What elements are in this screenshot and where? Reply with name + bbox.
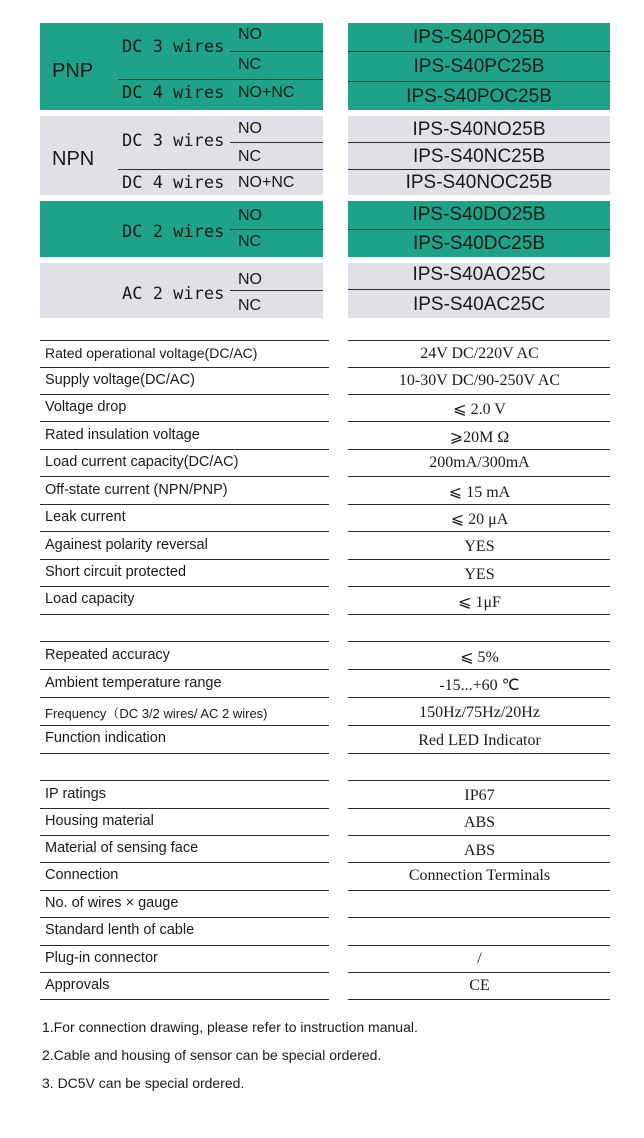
spec-group-line [40,641,329,642]
npn-nonc: NO+NC [238,174,295,191]
spec-value: ⩽ 1μF [458,594,501,611]
spec-row-line [40,504,329,505]
spec-value: ABS [463,842,496,859]
pnp-dc4-label: DC 4 wires [122,83,225,103]
ac2-model-no: IPS-S40AO25C [412,264,546,285]
pnp-nc: NC [238,56,262,73]
spec-value: IP67 [464,787,495,804]
spec-row-line [40,586,329,587]
spec-row-line [348,449,610,450]
spec-row-line [348,476,610,477]
footnote: 2.Cable and housing of sensor can be special ordered. [42,1047,382,1063]
spec-label: Connection [45,867,119,883]
pnp-nonc: NO+NC [238,84,295,101]
dc2-model-divider [348,229,610,230]
pnp-model-nc: IPS-S40PC25B [413,56,545,77]
spec-label: Approvals [45,977,110,993]
spec-label: Function indication [45,730,166,746]
spec-row-line [348,669,610,670]
dc2-model-nc: IPS-S40DC25B [412,233,545,254]
spec-row-line [40,808,329,809]
spec-row-line [348,945,610,946]
spec-row-line [348,559,610,560]
spec-row-line [348,862,610,863]
spec-label: Frequency（DC 3/2 wires/ AC 2 wires) [45,706,268,721]
ac2-model-nc: IPS-S40AC25C [412,294,545,315]
pnp-divider-1 [230,51,323,52]
spec-row-line [348,586,610,587]
spec-value: / [477,950,482,967]
spec-row-line [40,753,329,754]
pnp-model-divider-1 [348,51,610,52]
spec-label: Load current capacity(DC/AC) [45,454,239,470]
dc2-model-no: IPS-S40DO25B [412,204,546,225]
spec-top-line-left [40,340,329,341]
npn-divider-1 [230,142,323,143]
footnote: 3. DC5V can be special ordered. [42,1075,245,1091]
spec-row-line [40,890,329,891]
spec-label: Leak current [45,509,126,525]
pnp-type-label: PNP [52,60,94,82]
spec-row-line [348,697,610,698]
ac2-nc: NC [238,297,262,314]
pnp-model-nonc: IPS-S40POC25B [406,86,552,107]
npn-dc3-label: DC 3 wires [122,131,225,151]
spec-row-line [348,835,610,836]
spec-row-line [40,669,329,670]
spec-value: ⩽ 20 μA [450,511,509,528]
spec-row-line [40,476,329,477]
spec-row-line [348,890,610,891]
spec-row-line [348,725,610,726]
npn-nc: NC [238,148,262,165]
pnp-no: NO [238,26,262,43]
ac2-wires-label: AC 2 wires [122,284,225,304]
spec-value: Connection Terminals [408,867,551,884]
spec-row-line [348,917,610,918]
spec-row-line [40,449,329,450]
spec-value: YES [464,538,495,555]
spec-label: Rated insulation voltage [45,427,200,443]
spec-row-line [40,614,329,615]
ac2-model-divider [348,289,610,290]
spec-row-line [348,753,610,754]
spec-row-line [40,945,329,946]
spec-label: IP ratings [45,786,106,802]
npn-model-no: IPS-S40NO25B [412,119,546,140]
npn-model-nc: IPS-S40NC25B [412,146,545,167]
npn-dc4-label: DC 4 wires [122,173,225,193]
spec-value: ⩽ 2.0 V [453,401,506,418]
spec-row-line [40,367,329,368]
npn-no: NO [238,120,262,137]
spec-value: 200mA/300mA [429,454,530,471]
spec-value: Red LED Indicator [418,732,541,749]
npn-divider-2 [118,169,323,170]
npn-model-nonc: IPS-S40NOC25B [405,172,553,193]
spec-top-line-right [348,340,610,341]
spec-row-line [40,972,329,973]
pnp-dc3-label: DC 3 wires [122,37,225,57]
spec-label: Off-state current (NPN/PNP) [45,482,228,498]
ac2-no: NO [238,271,262,288]
spec-row-line [348,972,610,973]
spec-row-line [40,697,329,698]
dc2-wires-label: DC 2 wires [122,222,225,242]
spec-row-line [348,999,610,1000]
pnp-model-divider-2 [348,81,610,82]
spec-label: Short circuit protected [45,564,187,580]
npn-model-divider-2 [348,169,610,170]
spec-label: Ambient temperature range [45,675,222,691]
npn-model-divider-1 [348,142,610,143]
spec-label: Repeated accuracy [45,647,170,663]
spec-value: CE [469,977,490,994]
spec-row-line [40,917,329,918]
spec-group-line [348,780,610,781]
spec-row-line [348,808,610,809]
spec-row-line [348,504,610,505]
spec-row-line [40,862,329,863]
spec-row-line [348,367,610,368]
spec-label: Load capacity [45,591,135,607]
spec-row-line [348,614,610,615]
spec-label: Standard lenth of cable [45,922,195,938]
npn-type-label: NPN [52,148,95,170]
spec-value: 150Hz/75Hz/20Hz [419,704,540,721]
pnp-model-no: IPS-S40PO25B [412,27,546,48]
spec-value: 24V DC/220V AC [420,345,539,362]
spec-label: No. of wires × gauge [45,895,179,911]
spec-group-line [348,641,610,642]
spec-label: Supply voltage(DC/AC) [45,372,195,388]
dc2-nc: NC [238,233,262,250]
spec-value: ABS [463,814,496,831]
spec-label: Rated operational voltage(DC/AC) [45,345,258,361]
spec-row-line [40,531,329,532]
spec-row-line [40,835,329,836]
spec-label: Material of sensing face [45,840,199,856]
ac2-divider [230,290,323,291]
spec-row-line [40,421,329,422]
spec-row-line [40,394,329,395]
spec-row-line [348,421,610,422]
footnote: 1.For connection drawing, please refer to instruction manual. [42,1019,418,1035]
spec-row-line [40,559,329,560]
spec-label: Voltage drop [45,399,127,415]
spec-row-line [40,725,329,726]
spec-row-line [348,394,610,395]
spec-value: ⩽ 5% [460,649,499,666]
dc2-no: NO [238,207,262,224]
spec-label: Housing material [45,813,154,829]
spec-group-line [40,780,329,781]
spec-value: -15...+60 ℃ [439,677,520,694]
spec-value: ⩾20M Ω [449,429,510,446]
spec-row-line [40,999,329,1000]
spec-value: ⩽ 15 mA [448,484,511,501]
spec-label: Plug-in connector [45,950,158,966]
spec-label: Againest polarity reversal [45,537,208,553]
pnp-divider-2 [118,79,323,80]
spec-value: 10-30V DC/90-250V AC [398,372,561,389]
spec-value: YES [464,566,495,583]
spec-row-line [348,531,610,532]
dc2-divider [230,229,323,230]
